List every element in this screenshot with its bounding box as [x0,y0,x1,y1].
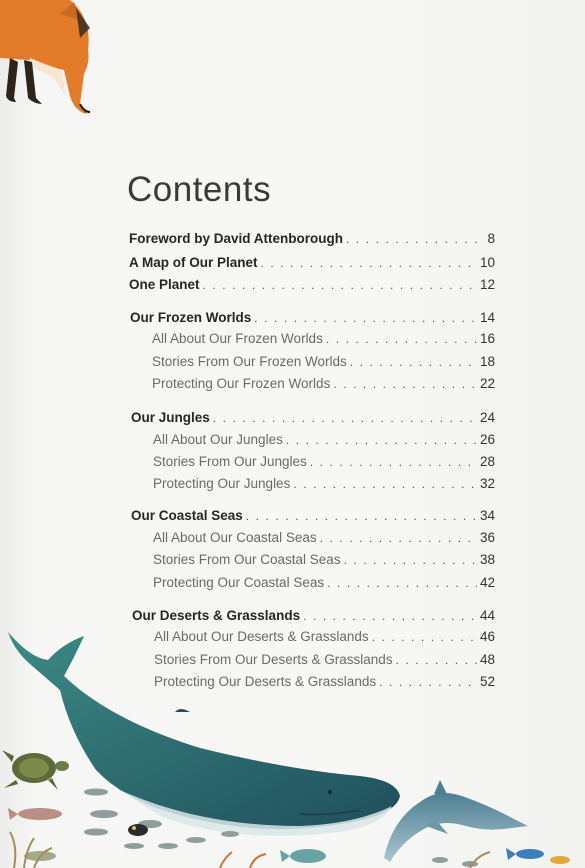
fox-illustration [0,0,100,118]
toc-page-number: 36 [479,530,495,545]
toc-dot-leader [213,411,477,425]
toc-section-entry [129,255,495,270]
toc-dot-leader [293,477,477,491]
toc-entry-label: Protecting Our Frozen Worlds [152,376,331,391]
toc-entry-label: All About Our Frozen Worlds [152,331,323,346]
toc-page-number: 12 [479,277,495,292]
toc-page-number: 38 [479,552,495,567]
toc-entry-label: Protecting Our Coastal Seas [153,575,325,590]
toc-dot-leader [254,311,477,325]
toc-dot-leader [327,576,477,590]
ocean-illustration [0,620,585,868]
whale-illustration [8,632,400,836]
toc-subsection-entry [152,376,495,391]
toc-subsection-entry [153,575,495,590]
toc-page-number: 24 [479,410,495,425]
toc-section-entry [131,410,495,425]
toc-page-number: 16 [479,331,495,346]
toc-section-entry [131,508,495,523]
toc-page-number: 28 [479,454,495,469]
toc-dot-leader [320,531,477,545]
toc-page-number: 10 [479,255,495,270]
toc-dot-leader [333,377,477,391]
toc-dot-leader [246,509,477,523]
toc-entry-label: Our Jungles [131,410,210,425]
toc-page-number: 52 [479,674,495,689]
toc-dot-leader [261,256,477,270]
toc-subsection-entry [152,354,495,369]
toc-entry-label: All About Our Coastal Seas [153,530,317,545]
toc-entry-label: Protecting Our Jungles [153,476,291,491]
toc-subsection-entry [153,552,495,567]
toc-page-number: 46 [479,629,495,644]
toc-page-number: 18 [479,354,495,369]
toc-dot-leader [203,278,477,292]
toc-dot-leader [344,553,477,567]
page-title: Contents [127,170,272,209]
toc-page-number: 42 [479,575,495,590]
toc-page-number: 44 [479,608,495,623]
toc-entry-label: Our Coastal Seas [131,508,243,523]
toc-entry-label: Our Deserts & Grasslands [132,608,301,623]
toc-subsection-entry [153,454,495,469]
toc-page-number: 34 [479,508,495,523]
toc-page-number: 14 [479,310,495,325]
toc-dot-leader [350,355,477,369]
toc-subsection-entry [152,331,495,346]
toc-page-number: 26 [479,432,495,447]
toc-entry-label: Protecting Our Deserts & Grasslands [154,674,377,689]
toc-section-entry [129,277,495,292]
toc-entry-label: Stories From Our Coastal Seas [153,552,341,567]
toc-dot-leader [326,332,477,346]
toc-section-entry [129,231,495,246]
toc-subsection-entry [153,432,495,447]
toc-dot-leader [310,455,477,469]
toc-subsection-entry [153,476,495,491]
toc-entry-label: Stories From Our Deserts & Grasslands [154,652,393,667]
toc-dot-leader [346,232,484,246]
toc-entry-label: All About Our Jungles [153,432,283,447]
toc-subsection-entry [153,530,495,545]
toc-page-number: 32 [479,476,495,491]
toc-entry-label: A Map of Our Planet [129,255,258,270]
turtle-illustration [2,750,69,790]
toc-entry-label: Stories From Our Jungles [153,454,307,469]
toc-page-number: 22 [479,376,495,391]
toc-entry-label: Our Frozen Worlds [130,310,252,325]
toc-dot-leader [286,433,477,447]
toc-page-number: 48 [479,652,495,667]
coral-illustration [10,832,490,868]
toc-page-number: 8 [487,231,495,246]
toc-section-entry [130,310,495,325]
toc-entry-label: Stories From Our Frozen Worlds [152,354,347,369]
toc-entry-label: All About Our Deserts & Grasslands [154,629,369,644]
toc-entry-label: Foreword by David Attenborough [129,231,343,246]
toc-entry-label: One Planet [129,277,200,292]
